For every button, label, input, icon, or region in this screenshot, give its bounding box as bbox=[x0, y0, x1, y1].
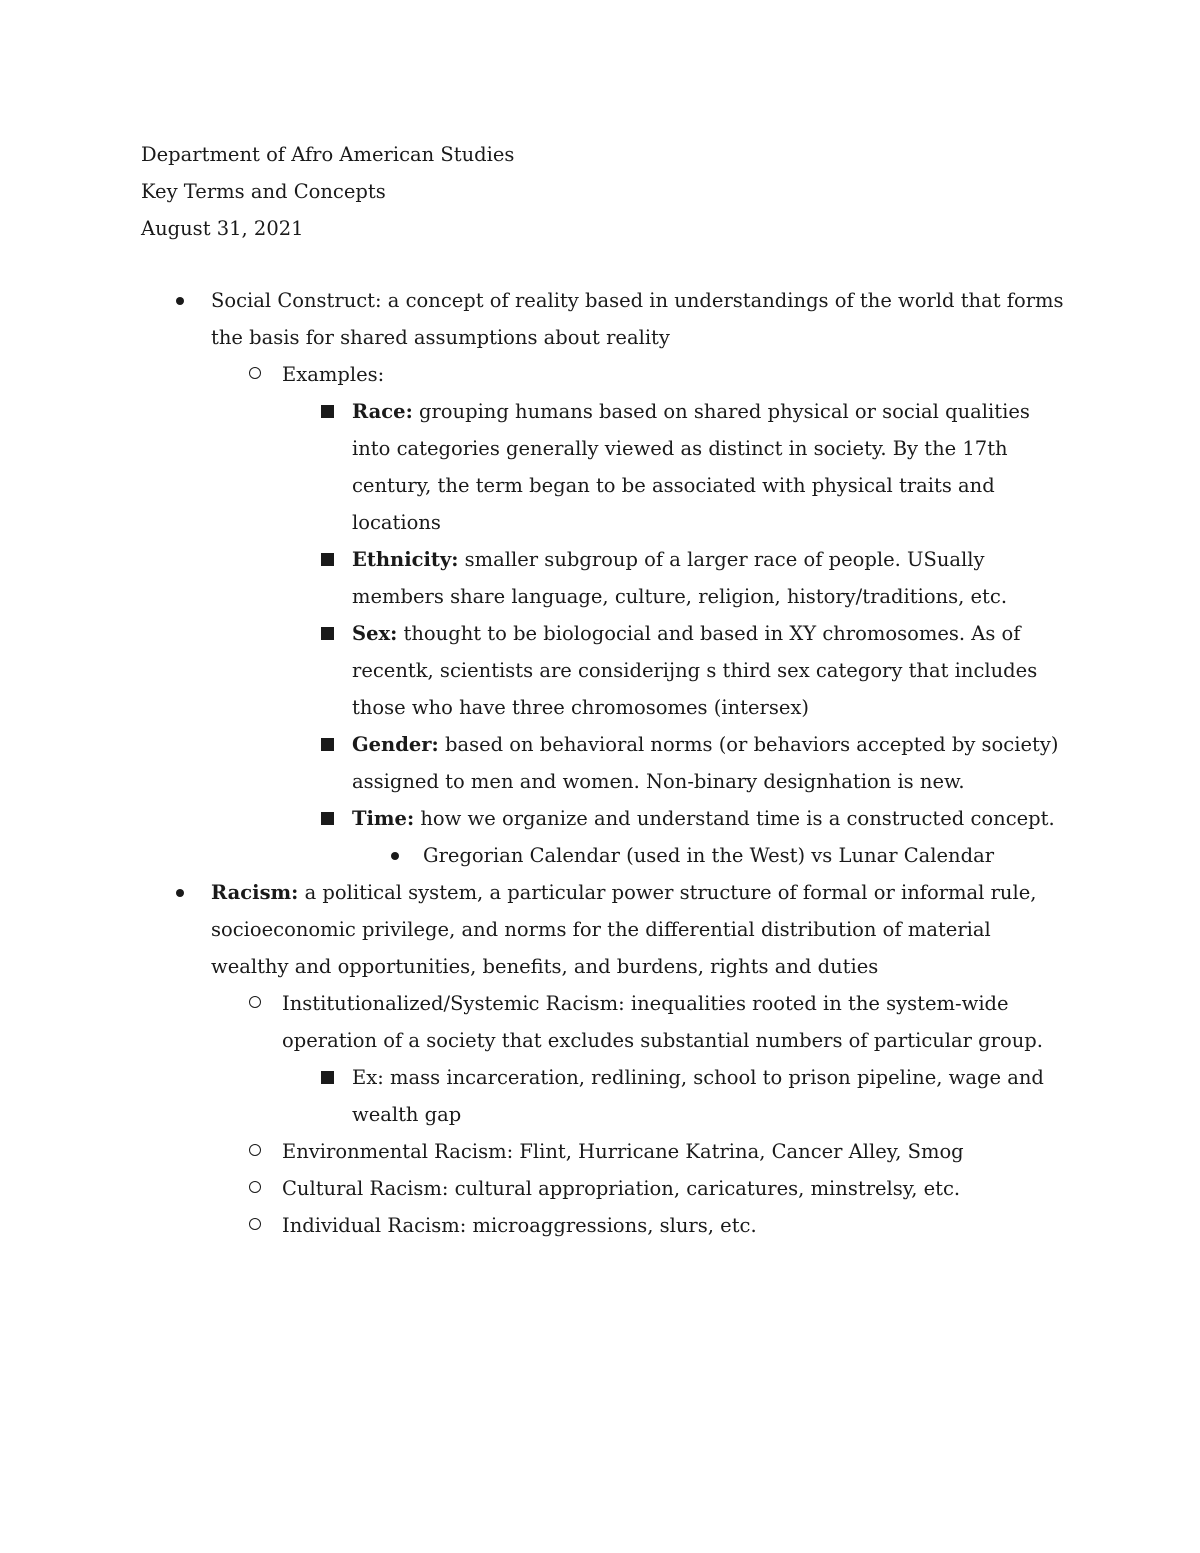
race-term: Race: bbox=[352, 400, 413, 423]
time-text: how we organize and understand time is a constructed concept. bbox=[414, 807, 1055, 830]
list-item-time bbox=[0, 800, 1200, 837]
racism-definition bbox=[211, 874, 1071, 985]
list-item-sex bbox=[0, 615, 1200, 726]
list-item-ethnicity bbox=[0, 541, 1200, 615]
gender-text: based on behavioral norms (or behaviors accepted by society) assigned to men and women. Non-binary designhation is new. bbox=[352, 733, 1059, 793]
sex-definition bbox=[352, 615, 1072, 726]
ethnicity-definition bbox=[352, 541, 1072, 615]
list-item-calendar bbox=[0, 837, 1200, 874]
race-text: grouping humans based on shared physical or social qualities into categories generally viewed as distinct in society. By the 17th century, the term began to be associated with physical traits and locations bbox=[352, 400, 1030, 534]
list-item-gender bbox=[0, 726, 1200, 800]
examples-label: Examples: bbox=[282, 363, 385, 386]
environmental-racism-text: Environmental Racism: Flint, Hurricane Katrina, Cancer Alley, Smog bbox=[282, 1140, 964, 1163]
list-item-cultural-racism bbox=[0, 1170, 1200, 1207]
list-item-institutional-racism bbox=[0, 985, 1200, 1059]
individual-racism-text: Individual Racism: microaggressions, slurs, etc. bbox=[282, 1214, 757, 1237]
department-name: Department of Afro American Studies bbox=[141, 143, 515, 166]
time-definition bbox=[352, 800, 1072, 837]
list-item-social-construct bbox=[0, 282, 1200, 356]
ethnicity-text: smaller subgroup of a larger race of people. USually members share language, culture, religion, history/traditions, etc. bbox=[352, 548, 1008, 608]
cultural-racism-text: Cultural Racism: cultural appropriation, caricatures, minstrelsy, etc. bbox=[282, 1177, 961, 1200]
racism-text: a political system, a particular power structure of formal or informal rule, socioeconomic privilege, and norms for the differential distribution of material wealthy and opportunities, benefits, and burdens, rights and duties bbox=[211, 881, 1037, 978]
document-header bbox=[141, 136, 1061, 247]
ethnicity-term: Ethnicity: bbox=[352, 548, 459, 571]
social-construct-text: Social Construct: a concept of reality based in understandings of the world that forms the basis for shared assumptions about reality bbox=[211, 289, 1064, 349]
list-item-institutional-example bbox=[0, 1059, 1200, 1133]
race-definition bbox=[352, 393, 1072, 541]
outline-list bbox=[0, 282, 1200, 1244]
institutional-racism-text: Institutionalized/Systemic Racism: inequalities rooted in the system-wide operation of a society that excludes substantial numbers of particular group. bbox=[282, 992, 1043, 1052]
list-item-examples bbox=[0, 356, 1200, 393]
list-item-environmental-racism bbox=[0, 1133, 1200, 1170]
document-title: Key Terms and Concepts bbox=[141, 180, 386, 203]
list-item-racism bbox=[0, 874, 1200, 985]
gender-definition bbox=[352, 726, 1072, 800]
list-item-race bbox=[0, 393, 1200, 541]
document-date: August 31, 2021 bbox=[141, 217, 304, 240]
list-item-individual-racism bbox=[0, 1207, 1200, 1244]
gender-term: Gender: bbox=[352, 733, 439, 756]
sex-text: thought to be biologocial and based in XY chromosomes. As of recentk, scientists are considerijng s third sex category that includes those who have three chromosomes (intersex) bbox=[352, 622, 1038, 719]
time-term: Time: bbox=[352, 807, 415, 830]
sex-term: Sex: bbox=[352, 622, 398, 645]
institutional-example-text: Ex: mass incarceration, redlining, school to prison pipeline, wage and wealth gap bbox=[352, 1066, 1044, 1126]
racism-term: Racism: bbox=[211, 881, 299, 904]
calendar-text: Gregorian Calendar (used in the West) vs Lunar Calendar bbox=[423, 844, 995, 867]
